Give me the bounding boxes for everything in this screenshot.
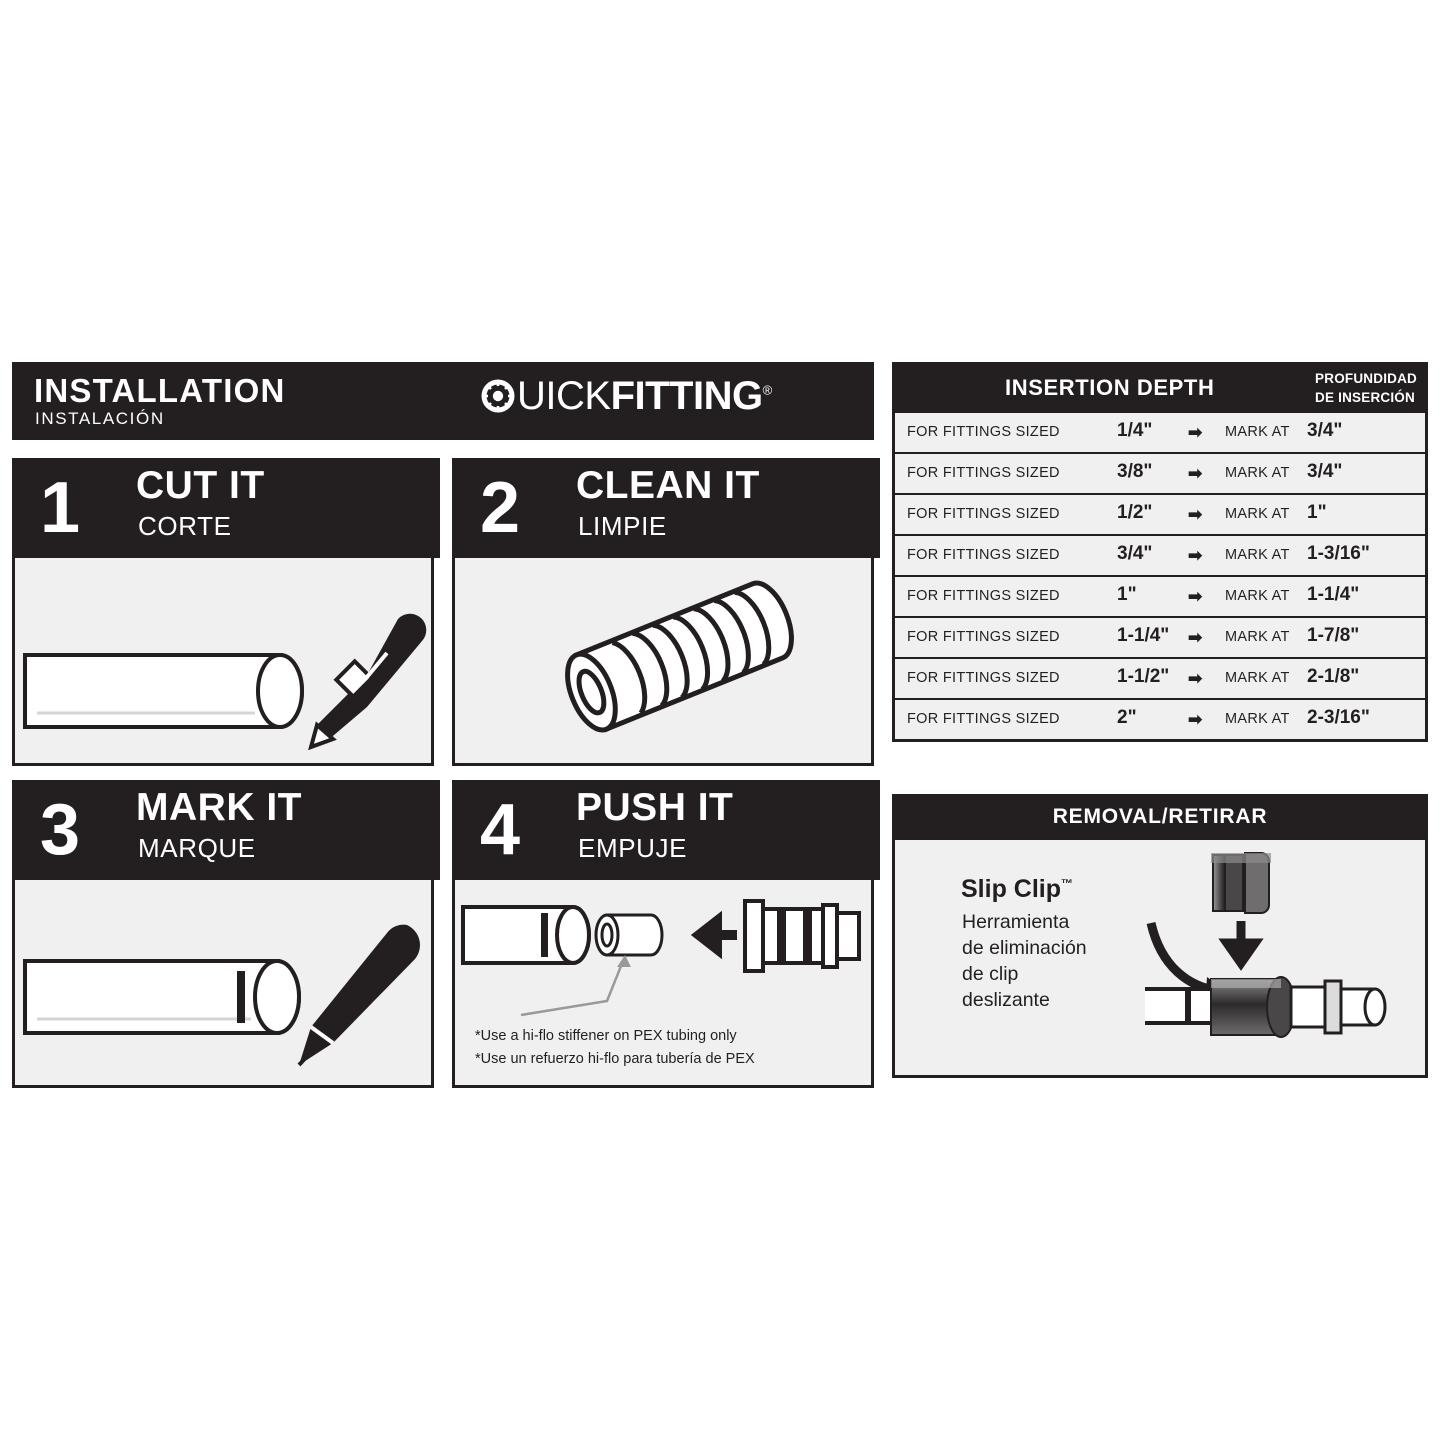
slip-clip-desc-line2: de eliminación <box>962 937 1087 959</box>
installation-title: INSTALLATION <box>34 372 286 409</box>
arrow-icon: ➡ <box>1188 464 1203 483</box>
pipe-deburr-icon <box>455 561 871 763</box>
row-label-for: FOR FITTINGS SIZED <box>907 670 1060 686</box>
insertion-depth-header-es <box>1315 369 1417 407</box>
table-row <box>895 657 1425 698</box>
step-note-en: *Use a hi-flo stiffener on PEX tubing only <box>475 1028 737 1044</box>
step-number-2: 2 <box>452 458 548 558</box>
slip-clip-description <box>962 909 1087 1013</box>
row-size: 1/4" <box>1117 420 1153 441</box>
quickfitting-logo <box>480 374 772 419</box>
step-subtitle-3: MARQUE <box>138 833 256 863</box>
instruction-sheet <box>0 350 1440 1090</box>
table-row <box>895 534 1425 575</box>
row-label-mark: MARK AT <box>1225 547 1290 563</box>
table-row <box>895 575 1425 616</box>
row-size: 1-1/4" <box>1117 625 1170 646</box>
row-label-mark: MARK AT <box>1225 506 1290 522</box>
table-row <box>895 493 1425 534</box>
table-row <box>895 698 1425 739</box>
slip-clip-desc-line4: deslizante <box>962 989 1050 1011</box>
logo-text-quick: UICK <box>517 374 611 418</box>
row-mark: 2-3/16" <box>1307 707 1370 728</box>
step-note-es: *Use un refuerzo hi-flo para tubería de PEX <box>475 1051 755 1067</box>
step-titlebar-4 <box>548 780 880 880</box>
row-size: 2" <box>1117 707 1137 728</box>
step-titlebar-2 <box>548 458 880 558</box>
row-label-mark: MARK AT <box>1225 465 1290 481</box>
pipe-and-utility-knife-icon <box>15 561 431 763</box>
row-label-for: FOR FITTINGS SIZED <box>907 465 1060 481</box>
row-mark: 1-7/8" <box>1307 625 1360 646</box>
removal-header: REMOVAL/RETIRAR <box>892 794 1428 840</box>
logo-text-fitting: FITTING <box>610 374 763 418</box>
row-size: 3/4" <box>1117 543 1153 564</box>
removal-panel <box>892 794 1428 1078</box>
insertion-depth-table <box>892 362 1428 742</box>
table-row <box>895 452 1425 493</box>
table-row <box>895 616 1425 657</box>
arrow-icon: ➡ <box>1188 628 1203 647</box>
step-title-1: CUT IT <box>136 464 265 507</box>
insertion-depth-header-es-line2: DE INSERCIÓN <box>1315 390 1415 405</box>
arrow-icon: ➡ <box>1188 505 1203 524</box>
row-size: 1-1/2" <box>1117 666 1170 687</box>
row-size: 1" <box>1117 584 1137 605</box>
step-subtitle-1: CORTE <box>138 511 232 541</box>
row-label-mark: MARK AT <box>1225 670 1290 686</box>
row-mark: 3/4" <box>1307 461 1343 482</box>
step-subtitle-2: LIMPIE <box>578 511 667 541</box>
step-title-4: PUSH IT <box>576 786 734 829</box>
row-label-for: FOR FITTINGS SIZED <box>907 711 1060 727</box>
step-titlebar-3 <box>108 780 440 880</box>
arrow-icon: ➡ <box>1188 587 1203 606</box>
insertion-depth-header <box>895 365 1425 411</box>
arrow-icon: ➡ <box>1188 546 1203 565</box>
row-mark: 3/4" <box>1307 420 1343 441</box>
slip-clip-title <box>961 875 1073 904</box>
row-mark: 1-3/16" <box>1307 543 1370 564</box>
row-size: 3/8" <box>1117 461 1153 482</box>
step-card-2 <box>452 458 874 766</box>
row-size: 1/2" <box>1117 502 1153 523</box>
row-label-mark: MARK AT <box>1225 629 1290 645</box>
slip-clip-desc-line3: de clip <box>962 963 1019 985</box>
pipe-and-marker-icon <box>15 883 431 1085</box>
row-mark: 1-1/4" <box>1307 584 1360 605</box>
row-label-for: FOR FITTINGS SIZED <box>907 547 1060 563</box>
logo-registered-mark: ® <box>762 382 772 398</box>
trademark-mark: ™ <box>1061 876 1073 891</box>
insertion-depth-header-en: INSERTION DEPTH <box>1005 375 1215 400</box>
step-titlebar-1 <box>108 458 440 558</box>
row-label-for: FOR FITTINGS SIZED <box>907 424 1060 440</box>
step-number-1: 1 <box>12 458 108 558</box>
row-label-for: FOR FITTINGS SIZED <box>907 506 1060 522</box>
step-subtitle-4: EMPUJE <box>578 833 688 863</box>
arrow-icon: ➡ <box>1188 423 1203 442</box>
row-label-for: FOR FITTINGS SIZED <box>907 629 1060 645</box>
table-row <box>895 411 1425 452</box>
arrow-icon: ➡ <box>1188 669 1203 688</box>
installation-header <box>12 362 874 440</box>
step-card-4 <box>452 780 874 1088</box>
row-mark: 2-1/8" <box>1307 666 1360 687</box>
step-card-3 <box>12 780 434 1088</box>
arrow-icon: ➡ <box>1188 710 1203 729</box>
step-number-3: 3 <box>12 780 108 880</box>
installation-subtitle: INSTALACIÓN <box>35 409 165 428</box>
right-column <box>892 362 1428 1078</box>
step-number-4: 4 <box>452 780 548 880</box>
insertion-depth-header-es-line1: PROFUNDIDAD <box>1315 371 1417 386</box>
gear-icon <box>480 378 516 414</box>
slip-clip-removal-tool-icon <box>1145 847 1425 1077</box>
row-label-mark: MARK AT <box>1225 711 1290 727</box>
slip-clip-desc-line1: Herramienta <box>962 911 1070 933</box>
step-title-2: CLEAN IT <box>576 464 760 507</box>
installation-section <box>12 362 874 1078</box>
row-mark: 1" <box>1307 502 1327 523</box>
row-label-mark: MARK AT <box>1225 424 1290 440</box>
slip-clip-name: Slip Clip <box>961 875 1061 903</box>
row-label-mark: MARK AT <box>1225 588 1290 604</box>
step-title-3: MARK IT <box>136 786 302 829</box>
step-card-1 <box>12 458 434 766</box>
row-label-for: FOR FITTINGS SIZED <box>907 588 1060 604</box>
